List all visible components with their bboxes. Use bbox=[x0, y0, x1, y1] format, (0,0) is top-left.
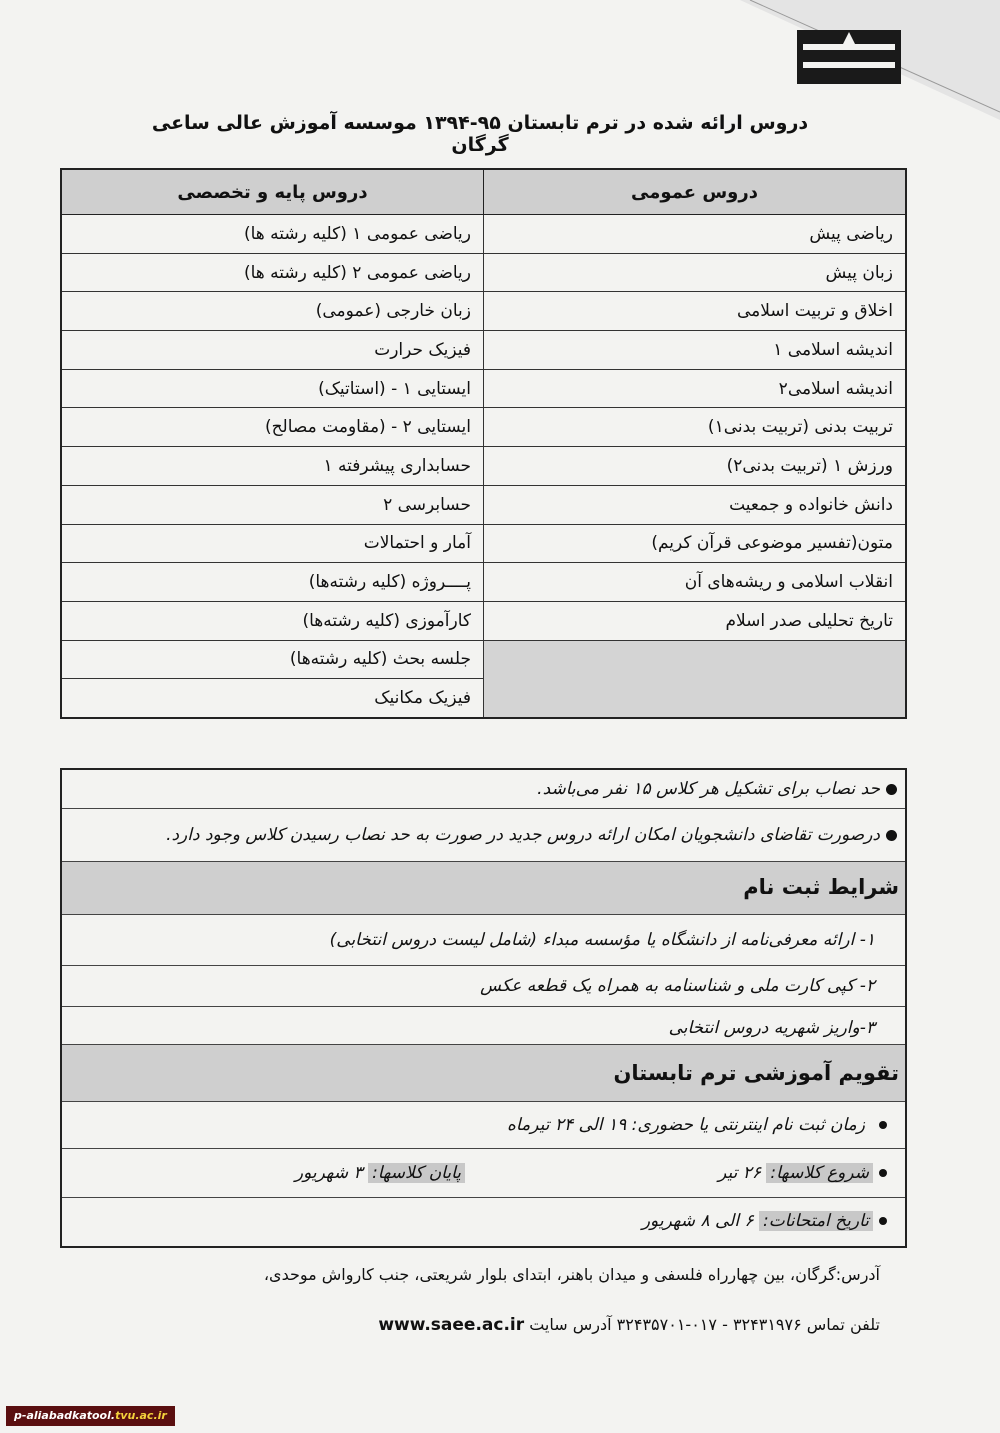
general-course: اخلاق و تربیت اسلامی bbox=[484, 292, 907, 331]
note-row bbox=[62, 770, 905, 809]
phone-text: تلفن تماس ۳۲۴۳۱۹۷۶ - ۰۱۷-۳۲۴۳۵۷۰۱ آدرس سایت bbox=[529, 1315, 880, 1334]
core-course: پــــروژه (کلیه رشته‌ها) bbox=[61, 563, 484, 602]
info-box bbox=[60, 768, 907, 1248]
table-row bbox=[61, 292, 906, 331]
courses-table bbox=[60, 168, 907, 719]
note-text: حد نصاب برای تشکیل هر کلاس ۱۵ نفر می‌باشد. bbox=[537, 779, 880, 799]
list-item bbox=[62, 1007, 905, 1045]
core-course: آمار و احتمالات bbox=[61, 524, 484, 563]
calendar-row bbox=[62, 1149, 905, 1198]
table-row bbox=[61, 485, 906, 524]
general-course: ریاضی پیش bbox=[484, 215, 907, 254]
table-row bbox=[61, 331, 906, 370]
table-row bbox=[61, 524, 906, 563]
general-course: اندیشه اسلامی۲ bbox=[484, 369, 907, 408]
registration-item: ۲- کپی کارت ملی و شناسنامه به همراه یک قطعه عکس bbox=[480, 976, 875, 996]
core-course: زبان خارجی (عمومی) bbox=[61, 292, 484, 331]
note-text: درصورت تقاضای دانشجویان امکان ارائه دروس جدید در صورت به حد نصاب رسیدن کلاس وجود دارد. bbox=[166, 825, 880, 845]
bullet-icon bbox=[879, 1121, 887, 1129]
header-general-courses: دروس عمومی bbox=[484, 169, 907, 215]
core-course: ایستایی ۱ - (استاتیک) bbox=[61, 369, 484, 408]
watermark-prefix: p-aliabadkatool. bbox=[14, 1409, 116, 1422]
table-header-row bbox=[61, 169, 906, 215]
core-course: جلسه بحث (کلیه رشته‌ها) bbox=[61, 640, 484, 679]
general-course: زبان پیش bbox=[484, 253, 907, 292]
website-link[interactable]: www.saee.ac.ir bbox=[378, 1315, 525, 1335]
core-course: حسابرسی ۲ bbox=[61, 485, 484, 524]
empty-shaded-cell bbox=[484, 640, 907, 718]
exam-label: تاریخ امتحانات: bbox=[759, 1211, 873, 1231]
core-course: فیزیک حرارت bbox=[61, 331, 484, 370]
general-course: انقلاب اسلامی و ریشه‌های آن bbox=[484, 563, 907, 602]
bullet-icon bbox=[879, 1217, 887, 1225]
general-course: ورزش ۱ (تربیت بدنی۲) bbox=[484, 447, 907, 486]
core-course: حسابداری پیشرفته ۱ bbox=[61, 447, 484, 486]
page-title: دروس ارائه شده در ترم تابستان ۹۵-۱۳۹۴ موسسه آموزش عالی ساعی گرگان bbox=[151, 112, 809, 156]
class-start-value: ۲۶ تیر bbox=[718, 1163, 761, 1183]
registration-item: ۱- ارائه معرفی‌نامه از دانشگاه یا مؤسسه مبداء (شامل لیست دروس انتخابی) bbox=[329, 930, 875, 950]
institute-logo bbox=[795, 28, 903, 86]
bullet-icon bbox=[886, 784, 897, 795]
core-course: فیزیک مکانیک bbox=[61, 679, 484, 718]
table-row bbox=[61, 640, 906, 679]
table-row bbox=[61, 253, 906, 292]
core-course: ریاضی عمومی ۲ (کلیه رشته ها) bbox=[61, 253, 484, 292]
section-heading: شرایط ثبت نام bbox=[743, 875, 899, 899]
table-row bbox=[61, 563, 906, 602]
core-course: ریاضی عمومی ۱ (کلیه رشته ها) bbox=[61, 215, 484, 254]
general-course: دانش خانواده و جمعیت bbox=[484, 485, 907, 524]
calendar-row bbox=[62, 1102, 905, 1149]
section-heading: تقویم آموزشی ترم تابستان bbox=[613, 1061, 899, 1085]
class-start-label: شروع کلاسها: bbox=[766, 1163, 873, 1183]
core-course: ایستایی ۲ - (مقاومت مصالح) bbox=[61, 408, 484, 447]
general-course: متون(تفسیر موضوعی قرآن کریم) bbox=[484, 524, 907, 563]
bullet-icon bbox=[886, 830, 897, 841]
class-end-label: پایان کلاسها: bbox=[368, 1163, 465, 1183]
calendar-heading-row bbox=[62, 1045, 905, 1102]
general-course: اندیشه اسلامی ۱ bbox=[484, 331, 907, 370]
address-line: آدرس:گرگان، بین چهارراه فلسفی و میدان باهنر، ابتدای بلوار شریعتی، جنب کارواش موحدی، bbox=[263, 1265, 880, 1284]
list-item bbox=[62, 966, 905, 1007]
bullet-icon bbox=[879, 1169, 887, 1177]
table-row bbox=[61, 601, 906, 640]
watermark-badge bbox=[6, 1406, 175, 1426]
table-row bbox=[61, 408, 906, 447]
note-row bbox=[62, 809, 905, 862]
core-course: کارآموزی (کلیه رشته‌ها) bbox=[61, 601, 484, 640]
registration-time: زمان ثبت نام اینترنتی یا حضوری: ۱۹ الی ۲۴ تیرماه bbox=[507, 1115, 865, 1135]
general-course: تربیت بدنی (تربیت بدنی۱) bbox=[484, 408, 907, 447]
registration-item: ۳-واریز شهریه دروس انتخابی bbox=[668, 1018, 875, 1038]
header-core-courses: دروس پایه و تخصصی bbox=[61, 169, 484, 215]
class-end-value: ۳ شهریور bbox=[294, 1163, 363, 1183]
table-row bbox=[61, 215, 906, 254]
exam-value: ۶ الی ۸ شهریور bbox=[641, 1211, 754, 1231]
registration-heading-row bbox=[62, 862, 905, 915]
watermark-suffix: tvu.ac.ir bbox=[115, 1409, 167, 1422]
calendar-row bbox=[62, 1198, 905, 1244]
general-course: تاریخ تحلیلی صدر اسلام bbox=[484, 601, 907, 640]
contact-line bbox=[378, 1315, 880, 1335]
table-row bbox=[61, 447, 906, 486]
table-row bbox=[61, 369, 906, 408]
list-item bbox=[62, 915, 905, 966]
